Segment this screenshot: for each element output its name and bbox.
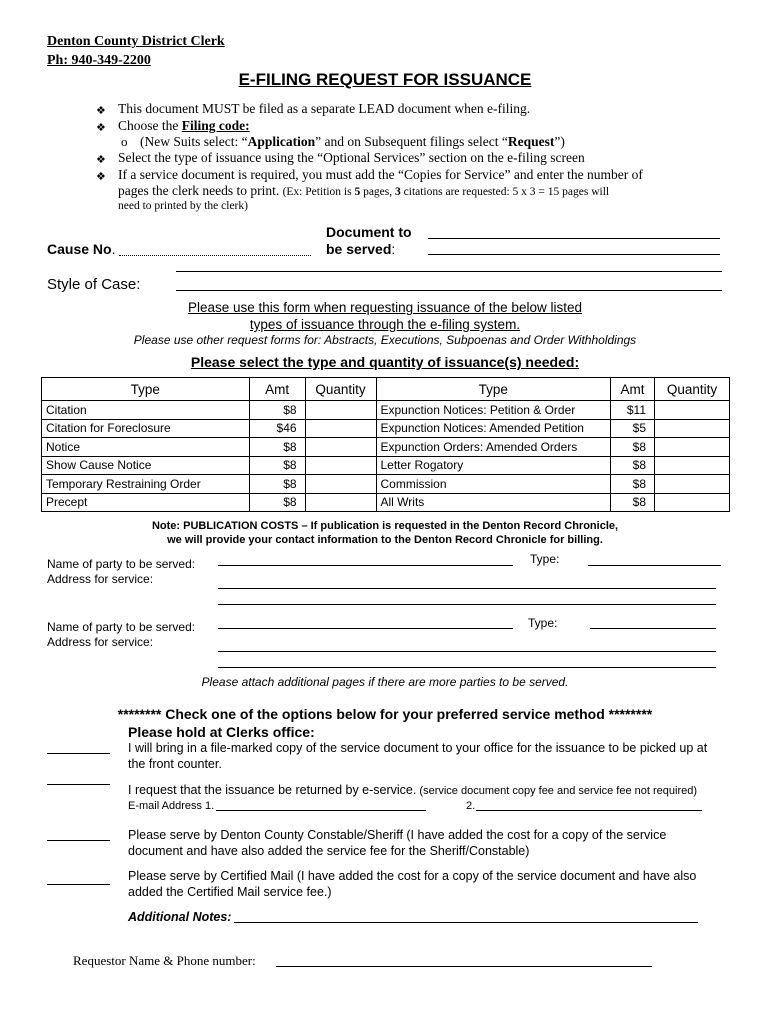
type-cell: Show Cause Notice: [42, 456, 250, 475]
party1-address-field-line1[interactable]: [218, 588, 716, 589]
amt-cell: $8: [249, 475, 305, 494]
quantity-input[interactable]: [305, 419, 376, 438]
column-header-type: Type: [42, 378, 250, 401]
email-address-2-label: 2.: [466, 800, 476, 812]
option-eservice-checkline[interactable]: [47, 784, 110, 785]
option-certified-mail-checkline[interactable]: [47, 884, 110, 885]
requestor-field[interactable]: [276, 966, 652, 967]
cause-number-label: Cause No.: [47, 241, 116, 257]
column-header-amt-2: Amt: [611, 378, 655, 401]
hold-at-clerks-heading: Please hold at Clerks office:: [128, 724, 315, 740]
party2-address-field-line2[interactable]: [218, 667, 716, 668]
diamond-bullet-icon: ❖: [96, 105, 106, 117]
quantity-input[interactable]: [655, 419, 730, 438]
style-of-case-field-line2[interactable]: [176, 290, 722, 291]
amt-cell: $8: [611, 438, 655, 457]
party1-type-field[interactable]: [588, 565, 721, 566]
quantity-input[interactable]: [655, 438, 730, 457]
circle-bullet-icon: o: [121, 134, 128, 149]
style-of-case-field-line1[interactable]: [176, 271, 722, 272]
type-cell: Citation for Foreclosure: [42, 419, 250, 438]
type-cell: Expunction Notices: Petition & Order: [376, 401, 611, 420]
column-header-type-2: Type: [376, 378, 611, 401]
type-cell: Precept: [42, 493, 250, 512]
cause-number-field[interactable]: [119, 255, 311, 256]
bullet-service-document-line2: pages the clerk needs to print. (Ex: Petition is 5 pages, 3 citations are requested: 5 x 3 = 15 pages will: [118, 183, 610, 198]
email-address-1-field[interactable]: [216, 810, 426, 811]
column-header-amt: Amt: [249, 378, 305, 401]
amt-cell: $8: [611, 475, 655, 494]
type-cell: Temporary Restraining Order: [42, 475, 250, 494]
type-cell: Notice: [42, 438, 250, 457]
style-of-case-label: Style of Case:: [47, 276, 141, 293]
other-forms-note: Please use other request forms for: Abstracts, Executions, Subpoenas and Order Withholdings: [133, 333, 637, 347]
office-phone: Ph: 940-349-2200: [47, 53, 151, 68]
option-constable-checkline[interactable]: [47, 840, 110, 841]
additional-notes-label: Additional Notes:: [128, 910, 232, 924]
quantity-input[interactable]: [655, 475, 730, 494]
amt-cell: $8: [249, 493, 305, 512]
table-row: [42, 493, 730, 512]
party2-name-label: Name of party to be served:: [47, 620, 196, 634]
table-header-row: [42, 378, 730, 401]
instruction-line2: types of issuance through the e-filing system.: [249, 317, 521, 332]
bullet-service-document-line3: need to printed by the clerk): [118, 200, 248, 212]
email-address-1-label: E-mail Address 1.: [128, 800, 215, 812]
quantity-input[interactable]: [305, 456, 376, 475]
diamond-bullet-icon: ❖: [96, 122, 106, 134]
option-constable-text: Please serve by Denton County Constable/Sheriff (I have added the cost for a copy of the service document and have also added the service fee for the Sheriff/Constable): [128, 828, 667, 858]
party1-name-label: Name of party to be served:: [47, 557, 196, 571]
option-pickup-text: I will bring in a file-marked copy of the service document to your office for the issuance to be picked up at the front counter.: [128, 741, 708, 771]
bullet-lead-document: This document MUST be filed as a separate LEAD document when e-filing.: [118, 101, 531, 116]
amt-cell: $11: [611, 401, 655, 420]
sub-bullet-filing-codes: (New Suits select: “Application” and on Subsequent filings select “Request”): [140, 134, 565, 149]
quantity-input[interactable]: [305, 438, 376, 457]
amt-cell: $8: [249, 456, 305, 475]
bullet-filing-code: Choose the Filing code:: [118, 118, 250, 133]
party1-name-field[interactable]: [218, 565, 513, 566]
table-row: [42, 438, 730, 457]
requestor-label: Requestor Name & Phone number:: [73, 953, 256, 968]
quantity-input[interactable]: [305, 475, 376, 494]
type-cell: Letter Rogatory: [376, 456, 611, 475]
office-name: Denton County District Clerk: [47, 34, 225, 49]
bullet-service-document: If a service document is required, you must add the “Copies for Service” and enter the number of: [118, 167, 643, 182]
amt-cell: $8: [611, 493, 655, 512]
attach-pages-note: Please attach additional pages if there are more parties to be served.: [201, 675, 569, 689]
email-address-2-field[interactable]: [476, 810, 702, 811]
table-row: [42, 401, 730, 420]
bullet-issuance-type: Select the type of issuance using the “Optional Services” section on the e-filing screen: [118, 150, 585, 165]
publication-note-line2: we will provide your contact information to the Denton Record Chronicle for billing.: [167, 534, 603, 546]
diamond-bullet-icon: ❖: [96, 171, 106, 183]
type-cell: Commission: [376, 475, 611, 494]
party2-address-label: Address for service:: [47, 635, 154, 649]
quantity-input[interactable]: [655, 493, 730, 512]
option-certified-mail-text: Please serve by Certified Mail (I have added the cost for a copy of the service document and have also added the Certified Mail service fee.): [128, 869, 697, 899]
document-field-line1[interactable]: [428, 238, 720, 239]
amt-cell: $5: [611, 419, 655, 438]
table-row: [42, 475, 730, 494]
document-to-be-served-label: Document to: [326, 224, 412, 240]
publication-note-line1: Note: PUBLICATION COSTS – If publication is requested in the Denton Record Chronicle,: [151, 520, 619, 532]
additional-notes-field[interactable]: [234, 922, 698, 923]
party1-address-field-line2[interactable]: [218, 604, 716, 605]
party2-type-label: Type:: [528, 616, 558, 630]
party2-address-field-line1[interactable]: [218, 651, 716, 652]
option-pickup-checkline[interactable]: [47, 753, 110, 754]
option-eservice-text: I request that the issuance be returned by e-service. (service document copy fee and service fee not required): [128, 783, 698, 797]
column-header-quantity-2: Quantity: [655, 378, 730, 401]
type-cell: Expunction Notices: Amended Petition: [376, 419, 611, 438]
quantity-input[interactable]: [655, 456, 730, 475]
select-issuance-heading: Please select the type and quantity of issuance(s) needed:: [190, 354, 580, 370]
table-row: [42, 419, 730, 438]
amt-cell: $46: [249, 419, 305, 438]
party2-name-field[interactable]: [218, 628, 513, 629]
page-title: E-FILING REQUEST FOR ISSUANCE: [238, 70, 532, 89]
type-cell: All Writs: [376, 493, 611, 512]
quantity-input[interactable]: [655, 401, 730, 420]
amt-cell: $8: [249, 438, 305, 457]
quantity-input[interactable]: [305, 401, 376, 420]
party1-address-label: Address for service:: [47, 572, 154, 586]
document-to-be-served-label-line2: be served:: [326, 241, 396, 257]
diamond-bullet-icon: ❖: [96, 154, 106, 166]
table-row: [42, 456, 730, 475]
amt-cell: $8: [611, 456, 655, 475]
type-cell: Citation: [42, 401, 250, 420]
column-header-quantity: Quantity: [305, 378, 376, 401]
type-cell: Expunction Orders: Amended Orders: [376, 438, 611, 457]
quantity-input[interactable]: [305, 493, 376, 512]
instruction-line1: Please use this form when requesting issuance of the below listed: [188, 300, 582, 315]
service-method-heading: ******** Check one of the options below for your preferred service method ********: [117, 706, 653, 722]
issuance-table: [41, 377, 730, 512]
document-field-line2[interactable]: [428, 254, 720, 255]
party2-type-field[interactable]: [590, 628, 716, 629]
amt-cell: $8: [249, 401, 305, 420]
party1-type-label: Type:: [530, 552, 560, 566]
